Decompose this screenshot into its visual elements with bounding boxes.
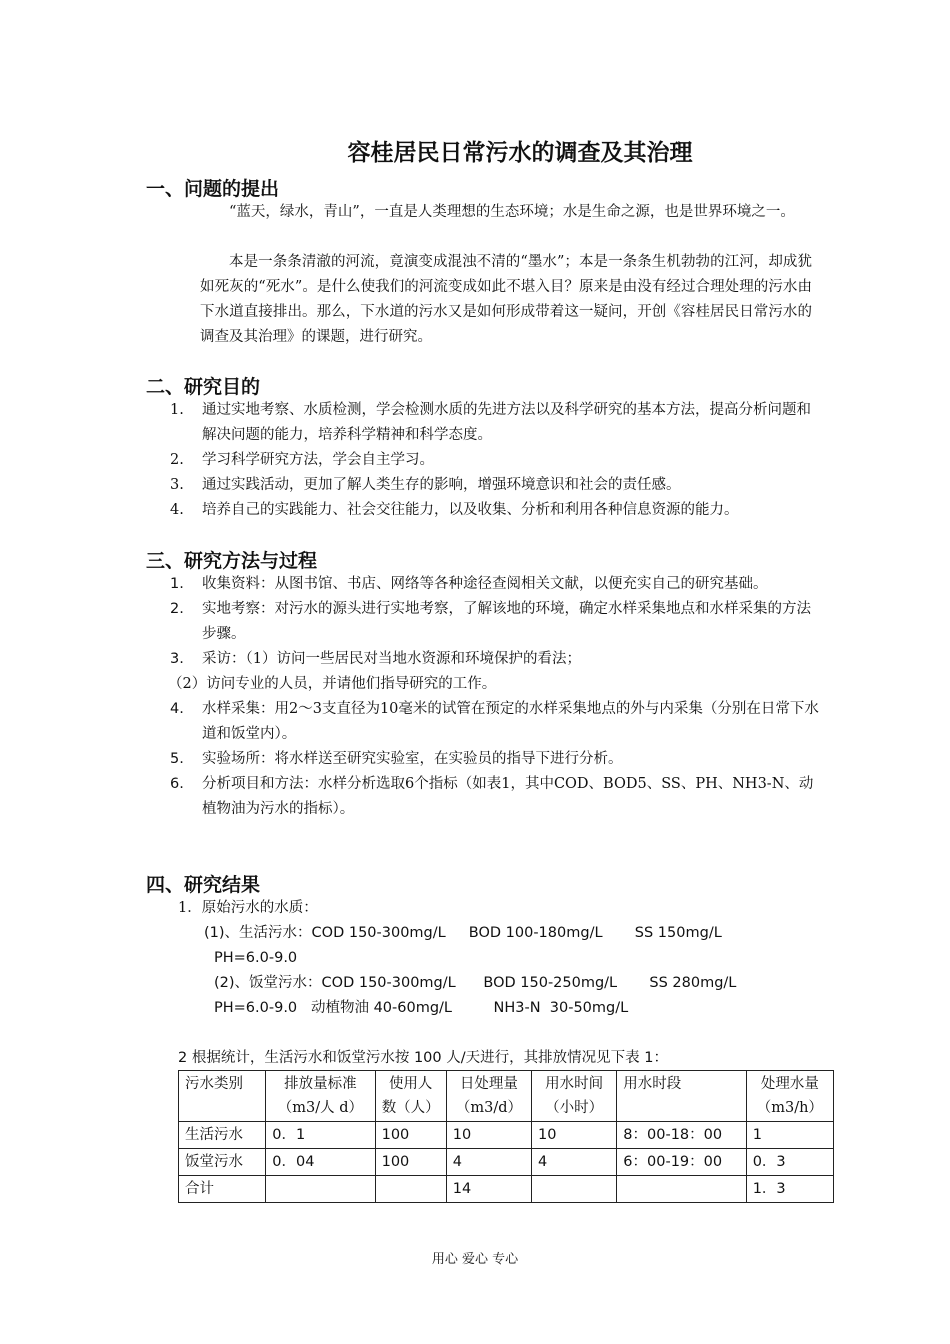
list-item bbox=[170, 697, 820, 747]
list-number: 1. bbox=[170, 576, 184, 592]
table-cell: 0．04 bbox=[266, 1149, 375, 1176]
col-header-treatment-volume: 处理水量 （m3/h） bbox=[746, 1071, 833, 1122]
table-caption: 2 根据统计，生活污水和饭堂污水按 100 人/天进行，其排放情况见下表 1： bbox=[178, 1050, 668, 1066]
table-cell: 生活污水 bbox=[179, 1122, 266, 1149]
table-cell: 4 bbox=[446, 1149, 531, 1176]
section1-paragraph-2: 本是一条条清澈的河流，竟演变成混浊不清的“墨水”；本是一条条生机勃勃的江河，却成犹如死灰的“死水”。是什么使我们的河流变成如此不堪入目？原来是由没有经过合理处理的污水由下水道直接排出。那么，下水道的污水又是如何形成带着这一疑问，开创《容桂居民日常污水的调查及其治理》的课题，进行研究。 bbox=[200, 254, 812, 345]
list-number: 4. bbox=[170, 502, 184, 518]
table-cell: 饭堂污水 bbox=[179, 1149, 266, 1176]
col-header-category: 污水类别 bbox=[179, 1071, 266, 1122]
list-number: 1. bbox=[170, 402, 184, 418]
table-cell bbox=[617, 1176, 746, 1203]
list-number: 6. bbox=[170, 776, 184, 792]
table-cell: 14 bbox=[446, 1176, 531, 1203]
section-heading-4: 四、研究结果 bbox=[146, 874, 261, 896]
list-item-text: 培养自己的实践能力、社会交往能力，以及收集、分析和利用各种信息资源的能力。 bbox=[202, 502, 739, 518]
list-item bbox=[170, 473, 820, 498]
col-header-usage-period: 用水时段 bbox=[617, 1071, 746, 1122]
canteen-sewage-values: PH=6.0-9.0 动植物油 40-60mg/L NH3-N 30-50mg/L bbox=[214, 1000, 629, 1016]
section-heading-1: 一、问题的提出 bbox=[146, 178, 280, 200]
list-item-text: 收集资料：从图书馆、书店、网络等各种途径查阅相关文献，以便充实自己的研究基础。 bbox=[202, 576, 768, 592]
page-title: 容桂居民日常污水的调查及其治理 bbox=[347, 140, 693, 166]
methods-list bbox=[170, 572, 820, 822]
list-number: 3. bbox=[170, 651, 184, 667]
col-header-daily-volume: 日处理量 （m3/d） bbox=[446, 1071, 531, 1122]
table-cell: 0．1 bbox=[266, 1122, 375, 1149]
list-number: 3. bbox=[170, 477, 184, 493]
table-cell: 100 bbox=[375, 1149, 446, 1176]
section1-paragraph-1: “蓝天，绿水，青山”，一直是人类理想的生态环境；水是生命之源，也是世界环境之一。 bbox=[229, 204, 795, 220]
table-cell: 1．3 bbox=[746, 1176, 833, 1203]
col-header-discharge-standard: 排放量标准 （m3/人 d） bbox=[266, 1071, 375, 1122]
col-header-usage-hours: 用水时间 （小时） bbox=[532, 1071, 617, 1122]
list-item bbox=[170, 448, 820, 473]
table-row bbox=[179, 1176, 834, 1203]
list-item bbox=[170, 747, 820, 772]
table-cell: 1 bbox=[746, 1122, 833, 1149]
col-header-users: 使用人 数（人） bbox=[375, 1071, 446, 1122]
table-cell: 10 bbox=[446, 1122, 531, 1149]
table-cell: 8：00-18：00 bbox=[617, 1122, 746, 1149]
list-item-text: 水样采集：用2～3支直径为10毫米的试管在预定的水样采集地点的外与内采集（分别在日常下水道和饭堂内）。 bbox=[202, 701, 819, 742]
list-number: 2. bbox=[170, 601, 184, 617]
section-heading-2: 二、研究目的 bbox=[146, 376, 261, 398]
list-item-text: （2）访问专业的人员，并请他们指导研究的工作。 bbox=[168, 676, 497, 692]
list-item bbox=[170, 772, 820, 822]
list-item bbox=[170, 398, 820, 448]
list-item-text: 学习科学研究方法，学会自主学习。 bbox=[202, 452, 434, 468]
table-header-row bbox=[179, 1071, 834, 1122]
table-cell bbox=[532, 1176, 617, 1203]
section-heading-3: 三、研究方法与过程 bbox=[146, 550, 318, 572]
list-item-text: 通过实地考察、水质检测，学会检测水质的先进方法以及科学研究的基本方法，提高分析问题和解决问题的能力，培养科学精神和科学态度。 bbox=[202, 402, 811, 443]
list-number: 5. bbox=[170, 751, 184, 767]
list-item-continuation bbox=[168, 672, 820, 697]
list-item-text: 通过实践活动，更加了解人类生存的影响，增强环境意识和社会的责任感。 bbox=[202, 477, 681, 493]
table-cell: 合计 bbox=[179, 1176, 266, 1203]
table-row bbox=[179, 1149, 834, 1176]
list-item-text: 实地考察：对污水的源头进行实地考察，了解该地的环境，确定水样采集地点和水样采集的方法步骤。 bbox=[202, 601, 811, 642]
list-item-text: 分析项目和方法：水样分析选取6个指标（如表1，其中COD、BOD5、SS、PH、NH3-N、动植物油为污水的指标）。 bbox=[202, 776, 814, 817]
canteen-sewage-line: (2)、饭堂污水：COD 150-300mg/L BOD 150-250mg/L SS 280mg/L bbox=[214, 975, 737, 991]
list-item-text: 采访：（1）访问一些居民对当地水资源和环境保护的看法； bbox=[202, 651, 581, 667]
table-cell bbox=[266, 1176, 375, 1203]
list-item-text: 实验场所：将水样送至研究实验室，在实验员的指导下进行分析。 bbox=[202, 751, 623, 767]
list-item bbox=[170, 498, 820, 523]
list-number: 4. bbox=[170, 701, 184, 717]
list-number: 2. bbox=[170, 452, 184, 468]
table-cell: 4 bbox=[532, 1149, 617, 1176]
table-cell: 10 bbox=[532, 1122, 617, 1149]
table-cell: 0．3 bbox=[746, 1149, 833, 1176]
table-row bbox=[179, 1122, 834, 1149]
domestic-sewage-line: (1)、生活污水：COD 150-300mg/L BOD 100-180mg/L SS 150mg/L bbox=[204, 925, 722, 941]
list-item bbox=[170, 572, 820, 597]
research-goals-list bbox=[170, 398, 820, 523]
results-subheading: 1．原始污水的水质： bbox=[178, 900, 318, 916]
list-item bbox=[170, 647, 820, 672]
page-footer: 用心 爱心 专心 bbox=[431, 1252, 519, 1267]
list-item bbox=[170, 597, 820, 647]
discharge-table bbox=[178, 1070, 834, 1203]
table-cell bbox=[375, 1176, 446, 1203]
table-cell: 6：00-19：00 bbox=[617, 1149, 746, 1176]
table-cell: 100 bbox=[375, 1122, 446, 1149]
domestic-sewage-ph: PH=6.0-9.0 bbox=[214, 950, 298, 966]
